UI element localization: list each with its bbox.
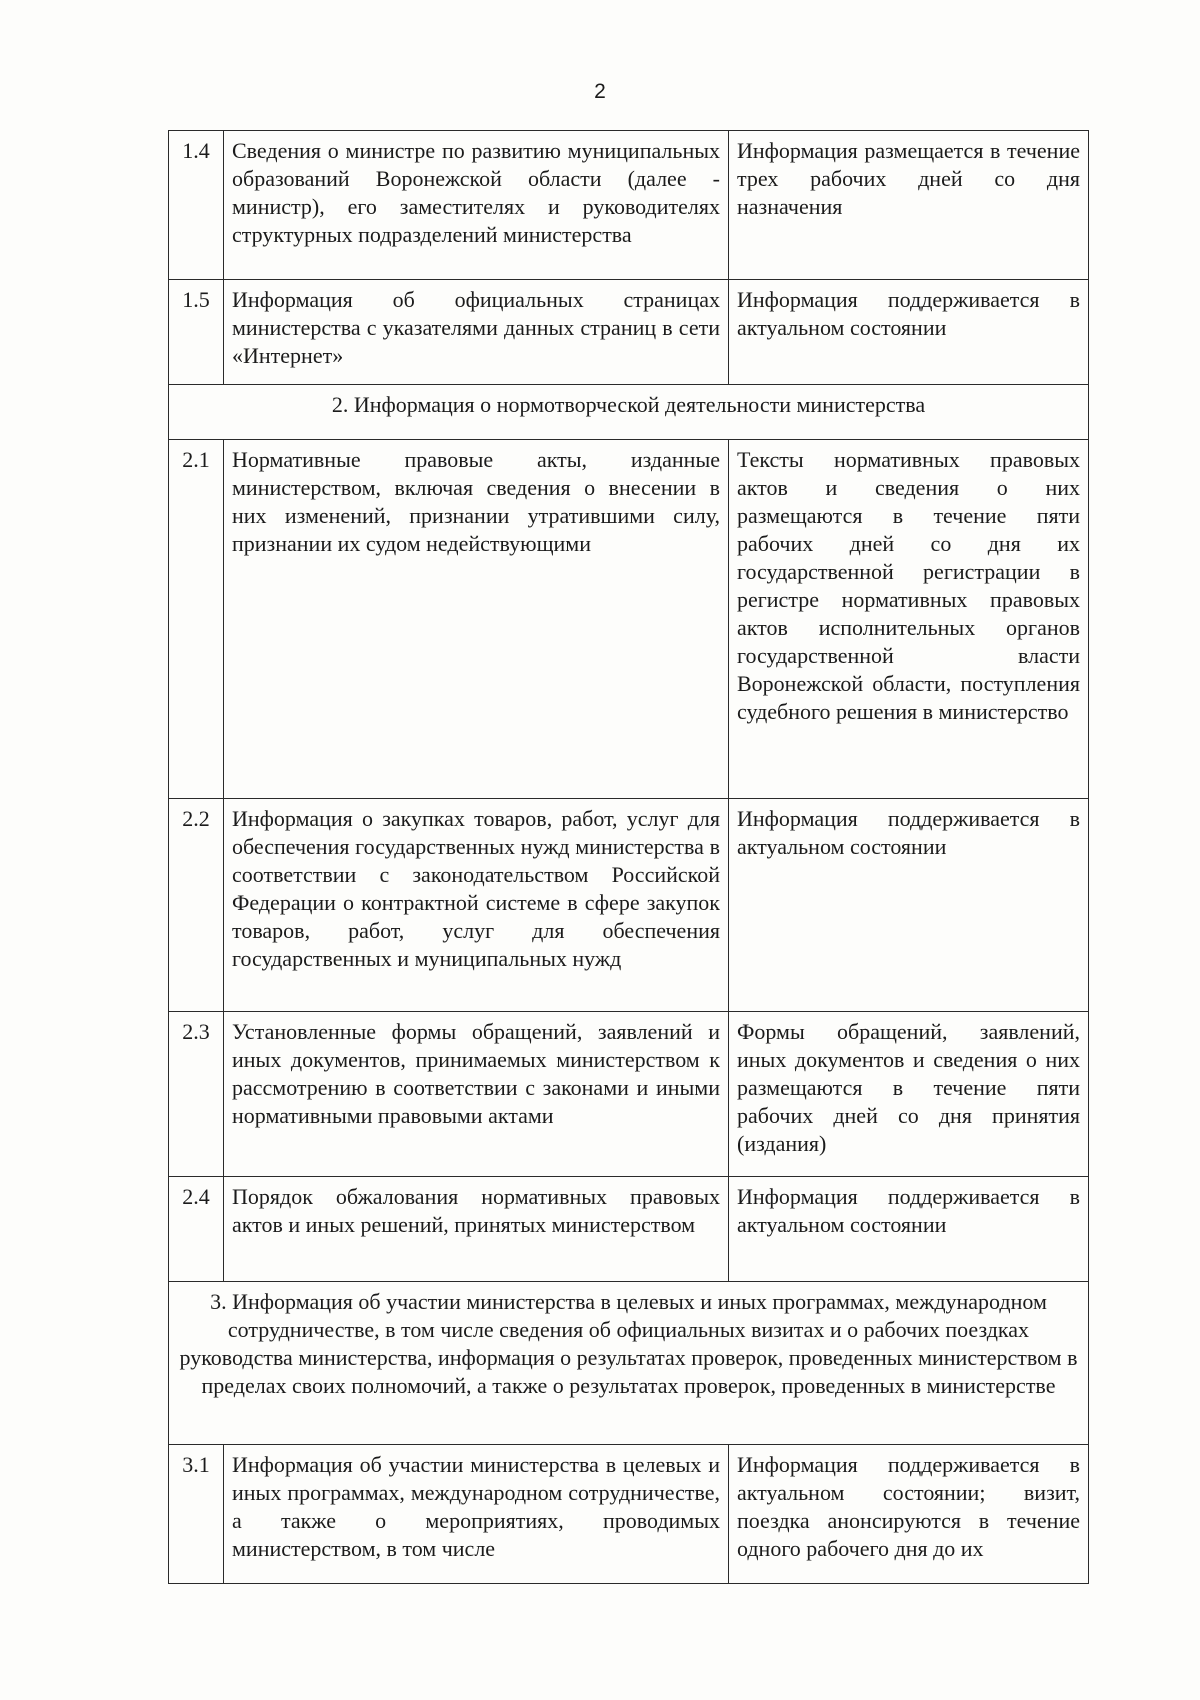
table-row — [169, 131, 1089, 280]
information-name: Порядок обжалования нормативных правовых актов и иных решений, принятых министерством — [224, 1177, 729, 1282]
publication-term: Формы обращений, заявлений, иных документов и сведения о них размещаются в течение пяти рабочих дней со дня принятия (издания) — [729, 1012, 1089, 1177]
table-row — [169, 1445, 1089, 1584]
information-name: Информация об участии министерства в целевых и иных программах, международном сотрудничестве, а также о мероприятиях, проводимых министерством, в том числе — [224, 1445, 729, 1584]
table-row — [169, 440, 1089, 799]
information-name: Установленные формы обращений, заявлений и иных документов, принимаемых министерством к рассмотрению в соответствии с законами и иными нормативными правовыми актами — [224, 1012, 729, 1177]
section-row — [169, 385, 1089, 440]
publication-term: Тексты нормативных правовых актов и сведения о них размещаются в течение пяти рабочих дней со дня их государственной регистрации в регистре нормативных правовых актов исполнительных органов государственной власти Воронежской области, поступления судебного решения в министерство — [729, 440, 1089, 799]
table-row — [169, 799, 1089, 1012]
row-number: 2.3 — [169, 1012, 224, 1177]
publication-term: Информация поддерживается в актуальном состоянии — [729, 1177, 1089, 1282]
publication-term: Информация поддерживается в актуальном состоянии — [729, 799, 1089, 1012]
information-name: Информация об официальных страницах министерства с указателями данных страниц в сети «Интернет» — [224, 280, 729, 385]
section-row — [169, 1282, 1089, 1445]
table-row — [169, 1012, 1089, 1177]
section-heading: 3. Информация об участии министерства в целевых и иных программах, международном сотрудничестве, в том числе сведения об официальных визитах и о рабочих поездках руководства министерства, информация о результатах проверок, проведенных министерством в пределах своих полномочий, а также о результатах проверок, проведенных в министерстве — [169, 1282, 1089, 1445]
row-number: 2.1 — [169, 440, 224, 799]
row-number: 1.5 — [169, 280, 224, 385]
publication-term: Информация поддерживается в актуальном состоянии; визит, поездка анонсируются в течение одного рабочего дня до их — [729, 1445, 1089, 1584]
row-number: 1.4 — [169, 131, 224, 280]
information-name: Информация о закупках товаров, работ, услуг для обеспечения государственных нужд министерства в соответствии с законодательством Российской Федерации о контрактной системе в сфере закупок товаров, работ, услуг для обеспечения государственных и муниципальных нужд — [224, 799, 729, 1012]
row-number: 2.2 — [169, 799, 224, 1012]
page-number: 2 — [594, 80, 606, 103]
information-table — [168, 130, 1089, 1584]
information-name: Сведения о министре по развитию муниципальных образований Воронежской области (далее - министр), его заместителях и руководителях структурных подразделений министерства — [224, 131, 729, 280]
table-row — [169, 280, 1089, 385]
publication-term: Информация поддерживается в актуальном состоянии — [729, 280, 1089, 385]
section-heading: 2. Информация о нормотворческой деятельности министерства — [169, 385, 1089, 440]
table-row — [169, 1177, 1089, 1282]
information-name: Нормативные правовые акты, изданные министерством, включая сведения о внесении в них изменений, признании утратившими силу, признании их судом недействующими — [224, 440, 729, 799]
row-number: 3.1 — [169, 1445, 224, 1584]
row-number: 2.4 — [169, 1177, 224, 1282]
publication-term: Информация размещается в течение трех рабочих дней со дня назначения — [729, 131, 1089, 280]
